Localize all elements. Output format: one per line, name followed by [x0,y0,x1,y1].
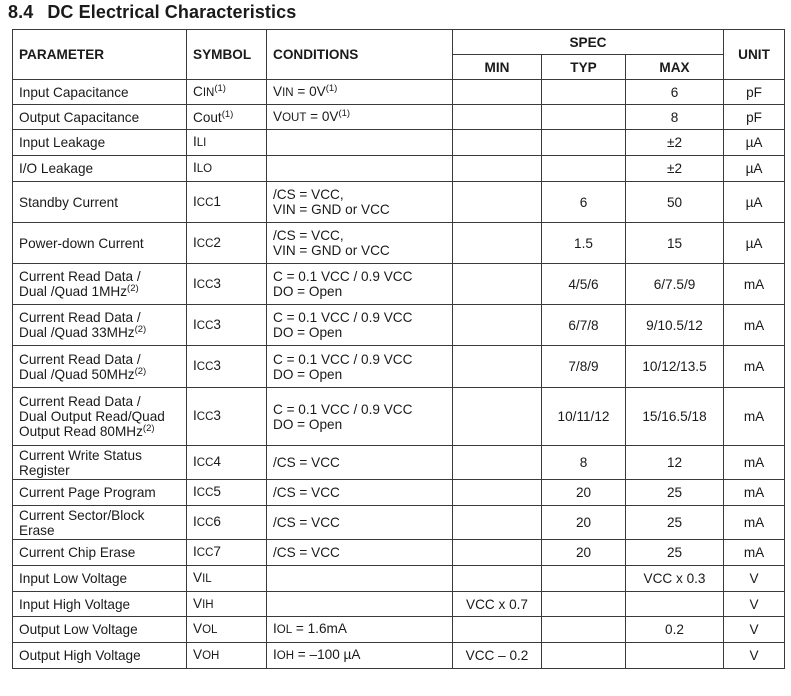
symbol-main: I [193,275,197,291]
typ-cell [542,105,626,130]
symbol-main: V [193,570,203,585]
typ-cell [542,617,626,643]
symbol-cell [187,346,267,388]
symbol-sub: IN [202,86,215,99]
symbol-index: 3 [213,316,221,332]
parameter-cell [13,566,187,592]
min-cell [453,305,542,346]
parameter-text: Current Write Status [19,447,142,463]
symbol-sub: CC [196,361,214,373]
max-cell: 8 [626,105,724,130]
min-cell [453,156,542,182]
header-spec: SPEC [453,30,724,55]
max-cell: 50 [626,182,724,223]
symbol-index: 4 [213,454,221,469]
header-parameter: PARAMETER [13,30,187,80]
conditions-cell [267,388,453,446]
symbol-main: I [193,358,197,373]
max-cell: 6 [626,80,724,105]
condition-line: /CS = VCC [273,455,340,470]
max-cell: 15/16.5/18 [626,388,724,446]
condition-sub: OUT [282,111,307,124]
min-cell [453,105,542,130]
parameter-text: Output Read 80MHz$^{(2)}$ [19,423,155,439]
condition-line: /CS = VCC [273,485,340,500]
table-row [13,446,785,480]
typ-cell: 20 [542,506,626,540]
parameter-text: Current Sector/Block [19,507,145,523]
parameter-text: Dual Output Read/Quad [19,409,165,424]
parameter-cell [13,388,187,446]
parameter-cell [13,346,187,388]
table-row [13,346,785,388]
symbol-sub: IH [202,598,214,611]
parameter-cell [13,480,187,506]
condition-line: C = 0.1 VCC / 0.9 VCC [273,269,413,284]
typ-cell: 6/7/8 [542,305,626,346]
parameter-note: (2) [134,365,147,377]
max-cell [626,592,724,617]
conditions-cell [267,346,453,388]
condition-sub: OL [276,624,293,636]
symbol-index: 1 [213,193,221,209]
symbol-note: (1) [221,108,234,120]
conditions-cell [267,264,453,305]
unit-cell: mA [724,388,785,446]
symbol-sub: CC [196,319,214,332]
symbol-index: 3 [213,358,221,373]
unit-cell: pF [724,80,785,105]
symbol-cell [187,182,267,223]
max-cell: ±2 [626,130,724,156]
symbol-cell [187,130,267,156]
section-title: DC Electrical Characteristics [47,2,297,22]
condition-line: DO = Open [273,284,343,299]
max-cell: 0.2 [626,617,724,643]
conditions-cell [267,156,453,182]
header-typ: TYP [542,55,626,80]
typ-cell: 1.5 [542,223,626,264]
symbol-cell [187,540,267,566]
symbol-main: I [193,408,197,423]
unit-cell: V [724,643,785,669]
typ-cell [542,566,626,592]
parameter-text: Current Page Program [19,485,156,500]
typ-cell: 7/8/9 [542,346,626,388]
unit-cell: V [724,592,785,617]
condition-line: /CS = VCC [273,515,340,530]
typ-cell [542,643,626,669]
conditions-cell [267,130,453,156]
symbol-main: V [193,621,203,636]
symbol-sub: CC [196,411,214,423]
max-cell: 9/10.5/12 [626,305,724,346]
unit-cell: µA [724,156,785,182]
max-cell: 25 [626,506,724,540]
table-row [13,566,785,592]
parameter-cell [13,80,187,105]
condition-value: = 0V [293,83,326,99]
symbol-cell [187,643,267,669]
min-cell [453,130,542,156]
condition-symbol: V [273,108,283,124]
symbol-sub: CC [196,278,214,291]
conditions-cell [267,480,453,506]
condition-line: VIN = GND or VCC [273,202,390,217]
table-row [13,480,785,506]
table-row [13,156,785,182]
symbol-cell [187,80,267,105]
symbol-main: I [193,160,197,175]
parameter-note: (2) [142,423,155,434]
unit-cell: µA [724,130,785,156]
parameter-text: Input Leakage [19,135,106,150]
symbol-main: I [193,234,197,250]
header-symbol: SYMBOL [187,30,267,80]
section-number: 8.4 [8,2,34,22]
unit-cell: mA [724,346,785,388]
typ-cell: 20 [542,480,626,506]
conditions-cell [267,446,453,480]
condition-line: DO = Open [273,366,343,382]
table-row [13,617,785,643]
unit-cell: pF [724,105,785,130]
conditions-cell [267,566,453,592]
parameter-text: Dual /Quad 1MHz$^{(2)}$ [19,283,139,299]
symbol-sub: OL [202,624,218,636]
symbol-note: (1) [214,82,226,94]
parameter-cell [13,156,187,182]
symbol-cell [187,617,267,643]
parameter-text: Current Read Data / [19,351,141,367]
min-cell: VCC x 0.7 [453,592,542,617]
condition-symbol: I [273,647,277,662]
typ-cell: 6 [542,182,626,223]
condition-symbol: I [273,621,277,636]
symbol-main: Cout [193,109,222,125]
typ-cell [542,130,626,156]
symbol-index: 2 [213,234,221,250]
condition-value: = 0V [306,108,339,124]
unit-cell: V [724,566,785,592]
symbol-sub: CC [196,487,214,499]
typ-cell: 20 [542,540,626,566]
parameter-text: Current Read Data / [19,269,141,284]
symbol-main: I [193,514,197,529]
symbol-main: C [193,83,203,99]
table-row [13,80,785,105]
parameter-text: Erase [19,522,55,538]
symbol-cell [187,223,267,264]
max-cell: 6/7.5/9 [626,264,724,305]
symbol-sub: CC [196,517,214,529]
table-row [13,305,785,346]
parameter-text: Input Low Voltage [19,571,128,586]
symbol-main: I [193,193,197,209]
max-cell: 10/12/13.5 [626,346,724,388]
parameter-cell [13,540,187,566]
symbol-cell [187,156,267,182]
condition-sub: OH [276,650,295,662]
conditions-cell [267,540,453,566]
max-cell [626,643,724,669]
symbol-main: V [193,647,203,662]
conditions-cell [267,80,453,105]
symbol-main: V [193,595,203,611]
symbol-cell [187,305,267,346]
conditions-cell [267,105,453,130]
parameter-cell [13,182,187,223]
parameter-cell [13,264,187,305]
min-cell [453,480,542,506]
header-unit: UNIT [724,30,785,80]
conditions-cell [267,223,453,264]
parameter-cell [13,643,187,669]
symbol-main: I [193,454,197,469]
min-cell [453,388,542,446]
symbol-sub: CC [196,547,214,559]
parameter-cell [13,506,187,540]
table-row [13,182,785,223]
typ-cell [542,592,626,617]
min-cell [453,346,542,388]
symbol-sub: IL [202,573,212,585]
condition-note: (1) [325,82,338,94]
dc-characteristics-table [12,29,785,669]
typ-cell: 4/5/6 [542,264,626,305]
parameter-text: Current Chip Erase [19,545,136,560]
conditions-cell [267,182,453,223]
unit-cell: mA [724,264,785,305]
symbol-cell [187,105,267,130]
unit-cell: mA [724,446,785,480]
min-cell: VCC – 0.2 [453,643,542,669]
condition-line: DO = Open [273,416,343,432]
min-cell [453,540,542,566]
min-cell [453,182,542,223]
unit-cell: µA [724,223,785,264]
min-cell [453,80,542,105]
min-cell [453,264,542,305]
typ-cell: 10/11/12 [542,388,626,446]
max-cell: ±2 [626,156,724,182]
symbol-main: I [193,544,197,559]
max-cell: VCC x 0.3 [626,566,724,592]
max-cell: 12 [626,446,724,480]
parameter-text: I/O Leakage [19,161,94,176]
table-row [13,130,785,156]
table-row [13,643,785,669]
unit-cell: mA [724,506,785,540]
symbol-sub: LO [196,163,213,175]
conditions-cell [267,592,453,617]
symbol-sub: OH [202,650,220,662]
parameter-text: Output Low Voltage [19,622,138,637]
symbol-cell [187,506,267,540]
conditions-cell [267,305,453,346]
max-cell: 15 [626,223,724,264]
parameter-text: Current Read Data / [19,394,141,409]
parameter-text: Output High Voltage [19,648,141,663]
condition-line: VIN = GND or VCC [273,243,390,258]
min-cell [453,446,542,480]
symbol-main: I [193,484,197,499]
table-row [13,592,785,617]
table-row [13,388,785,446]
condition-value: = 1.6mA [292,621,347,636]
symbol-index: 7 [213,544,221,559]
table-row [13,264,785,305]
condition-note: (1) [338,107,351,119]
parameter-cell [13,223,187,264]
condition-line: C = 0.1 VCC / 0.9 VCC [273,310,413,325]
parameter-text: Input High Voltage [19,596,131,612]
condition-line: C = 0.1 VCC / 0.9 VCC [273,401,413,417]
parameter-text: Power-down Current [19,235,144,251]
condition-sub: IN [282,86,294,99]
condition-line: DO = Open [273,325,343,340]
table-row [13,506,785,540]
typ-cell [542,80,626,105]
header-row [13,30,785,55]
symbol-sub: CC [196,196,214,209]
table-row [13,540,785,566]
typ-cell [542,156,626,182]
condition-line: C = 0.1 VCC / 0.9 VCC [273,351,413,367]
min-cell [453,223,542,264]
header-min: MIN [453,55,542,80]
symbol-main: I [193,134,197,149]
parameter-cell [13,105,187,130]
symbol-cell [187,388,267,446]
section-heading [8,2,296,23]
conditions-cell [267,506,453,540]
typ-cell: 8 [542,446,626,480]
symbol-index: 3 [213,408,221,423]
parameter-cell [13,446,187,480]
condition-line: /CS = VCC, [273,187,344,202]
parameter-text: Register [19,462,70,478]
conditions-cell [267,643,453,669]
symbol-cell [187,264,267,305]
unit-cell: mA [724,305,785,346]
condition-symbol: V [273,83,283,99]
table-row [13,223,785,264]
parameter-text: Standby Current [19,194,118,210]
symbol-index: 6 [213,514,221,529]
parameter-text: Input Capacitance [19,84,129,100]
symbol-sub: LI [196,137,207,149]
condition-value: = –100 µA [294,647,361,662]
parameter-cell [13,305,187,346]
header-max: MAX [626,55,724,80]
parameter-note: (2) [134,324,147,335]
parameter-text: Output Capacitance [19,109,140,125]
condition-line: /CS = VCC, [273,228,344,243]
symbol-index: 3 [213,275,221,291]
symbol-main: I [193,316,197,332]
parameter-cell [13,592,187,617]
unit-cell: mA [724,480,785,506]
condition-line: /CS = VCC [273,545,340,560]
symbol-index: 5 [213,484,221,499]
conditions-cell [267,617,453,643]
symbol-cell [187,566,267,592]
parameter-text: Current Read Data / [19,310,141,325]
header-conditions: CONDITIONS [267,30,453,80]
symbol-cell [187,592,267,617]
parameter-note: (2) [127,283,139,294]
table-row [13,105,785,130]
symbol-cell [187,446,267,480]
min-cell [453,566,542,592]
parameter-text: Dual /Quad 33MHz$^{(2)}$ [19,324,147,340]
parameter-cell [13,130,187,156]
min-cell [453,506,542,540]
unit-cell: µA [724,182,785,223]
unit-cell: mA [724,540,785,566]
symbol-sub: CC [196,457,214,469]
max-cell: 25 [626,540,724,566]
symbol-cell [187,480,267,506]
parameter-cell [13,617,187,643]
max-cell: 25 [626,480,724,506]
unit-cell: V [724,617,785,643]
symbol-sub: CC [196,237,214,250]
parameter-text: Dual /Quad 50MHz$^{(2)}$ [19,365,147,382]
min-cell [453,617,542,643]
